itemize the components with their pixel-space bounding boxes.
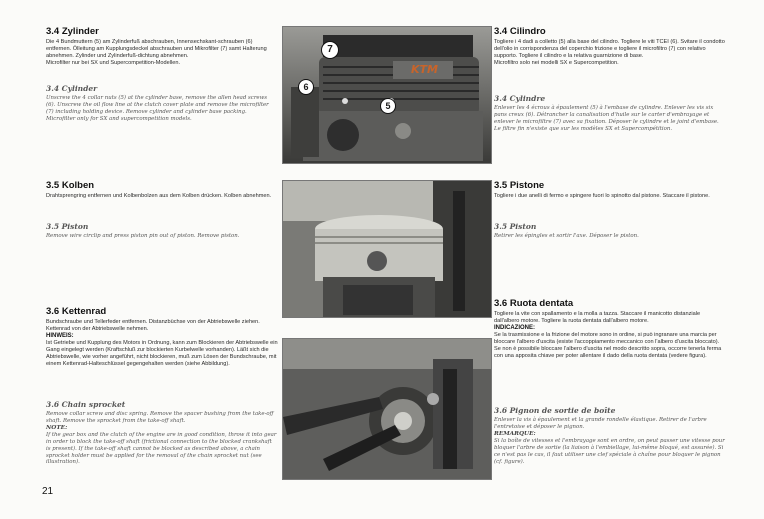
note-text-it: Microfiltro solo nei modelli SX e Supercompetition. (494, 60, 619, 66)
section-title-it: 3.4 Cilindro (494, 26, 546, 37)
note-text-en: Microfilter only for SX and supercompetition models. (46, 115, 192, 122)
section-title-en: 3.4 Cylinder (46, 84, 98, 93)
body-text-it: Togliere la vite con spallamento e la molla a tazza. Staccare il manicotto distanziale dall'albero motore. Togliere la ruota dentata dall'albero motore. (494, 311, 701, 324)
section-kolben-en (46, 222, 278, 240)
body-text-de: Bundschraube und Tellerfeder entfernen. Distanzbüchse von der Abtriebswelle ziehen. Kettenrad von der Abtriebswelle nehmen. (46, 319, 260, 332)
section-kettenrad-it (494, 298, 726, 360)
section-zylinder-en (46, 84, 278, 123)
cylinder-photo (282, 26, 492, 164)
section-title-de: 3.6 Kettenrad (46, 306, 107, 317)
body-text-fr: Enlever la vis à épaulement et la grande rondelle élastique. Retirer de l'arbre l'entretoise et déposer le pignon. (494, 417, 707, 430)
section-title-de: 3.5 Kolben (46, 180, 95, 191)
note-text-en: If the gear box and the clutch of the engine are in good condition, throw it into gear in order to block the take-off shaft (frictional connection to the blocked crankshaft is present). If the take-off shaft cannot be blocked as described above, a chain sprocket holder must be applied for the removal of the chain sprocket nut (see illustration). (46, 431, 277, 466)
section-title-fr: 3.6 Pignon de sortie de boîte (494, 406, 616, 415)
section-title-it: 3.5 Pistone (494, 180, 545, 191)
body-text-de: Drahtsprengring entfernen und Kolbenbolzen aus dem Kolben drücken. Kolben abnehmen. (46, 193, 272, 199)
body-text-fr: Enlever les 4 écrous à épaulement (5) à l'embase de cylindre. Enlever les vis six pans creux (6). Détrancher la canalisation d'huile sur le carter d'embrayage et enlever le microfiltre (7) avec sa fixation. Déposer le cylindre et le joint d'embase. (494, 105, 719, 125)
body-text-en: Unscrew the 4 collar nuts (5) at the cylinder base, remove the allen head screws (6). Unscrew the oil flow line at the clutch cover plate and remove the microfilter (7) including holding device. Remove cylinder and cylinder base packing. (46, 95, 269, 115)
section-zylinder-fr (494, 94, 726, 133)
section-kettenrad-fr (494, 406, 726, 465)
section-zylinder-it (494, 26, 726, 67)
note-text-it: Se la trasmissione e la frizione del motore sono in ordine, si può ingranare una marcia per bloccare l'albero d'uscita (esiste l'accoppiamento meccanico con l'albero d'uscita bloccato). Se non è possibile bloccare l'albero d'uscita nel modo descritto sopra, occorre tenerla ferma con una apposita chiave per poter allentare il dado della ruota dentata (vedere figura). (494, 332, 722, 359)
section-kolben-fr (494, 222, 726, 240)
note-text-de: Microfilter nur bei SX und Supercompetition-Modellen. (46, 60, 181, 66)
callout-7: 7 (321, 41, 339, 59)
brand-logo: KTM (411, 63, 438, 76)
sprocket-photo (282, 338, 492, 480)
section-title-fr: 3.4 Cylindre (494, 94, 546, 103)
hint-text-de: Ist Getriebe und Kupplung des Motors in Ordnung, kann zum Blockieren der Abtriebswelle ein Gang eingelegt werden (Kraftschluß zur blockierten Kurbelwelle vorhanden). Läßt sich die Abtriebswelle, wie vorher angeführt, nicht blockieren, muß zum Lösen der Bundschraube, mit einem Kettenrad-Halteschlüssel gegengehalten werden (siehe Abbildung). (46, 340, 278, 367)
callout-5: 5 (380, 98, 396, 114)
section-kolben-de (46, 180, 278, 200)
note-label-en: NOTE: (46, 424, 68, 431)
section-title-it: 3.6 Ruota dentata (494, 298, 574, 309)
section-kolben-it (494, 180, 726, 200)
section-title-en: 3.5 Piston (46, 222, 89, 231)
callout-6: 6 (298, 79, 314, 95)
note-text-fr: Si la boîte de vitesses et l'embrayage sont en ordre, on peut passer une vitesse pour bloquer l'arbre de sortie (la liaison à l'embiellage, lui-même bloqué, est assurée). Si ce n'est pas le cas, il faut utiliser une clef spéciale à chaîne pour bloquer le pignon (cf. figure). (494, 437, 725, 465)
section-title-de: 3.4 Zylinder (46, 26, 99, 37)
body-text-fr: Retirer les épingles et sortir l'axe. Déposer le piston. (494, 233, 639, 239)
piston-photo (282, 180, 492, 318)
body-text-en: Remove collar screw and disc spring. Remove the spacer bushing from the take-off shaft. Remove the sprocket from the take-off shaft. (46, 411, 274, 424)
section-kettenrad-en (46, 400, 278, 466)
section-kettenrad-de (46, 306, 278, 368)
body-text-de: Die 4 Bundmuttern (5) am Zylinderfuß abschrauben, Innensechskant-schrauben (6) entfernen. Ölleitung am Kupplungsdeckel abschrauben und Mikrofilter (7) samt Halterung abnehmen. Zylinder und Zylinderfuß-dichtung abnehmen. (46, 39, 267, 59)
note-label-it: INDICAZIONE: (494, 325, 535, 331)
note-label-fr: REMARQUE: (494, 430, 536, 437)
body-text-it: Togliere i due anelli di fermo e spingere fuori lo spinotto dal pistone. Staccare il pistone. (494, 193, 710, 199)
note-text-fr: Le filtre fin n'existe que sur les modèles SX et Supercompétition. (494, 125, 673, 132)
body-text-en: Remove wire circlip and press piston pin out of piston. Remove piston. (46, 233, 240, 239)
section-title-en: 3.6 Chain sprocket (46, 400, 126, 409)
body-text-it: Togliere i 4 dadi a colletto (5) alla base del cilindro. Togliere le viti TCEI (6). Svitare il condotto dell'olio in corrispondenza del coperchio frizione e togliere il microfiltro (7) con relativo supporto. Togliere il cilindro e la relativa guarnizione di base. (494, 39, 725, 59)
hint-label-de: HINWEIS: (46, 333, 74, 339)
page-number: 21 (42, 486, 54, 497)
section-zylinder-de (46, 26, 278, 67)
section-title-fr: 3.5 Piston (494, 222, 537, 231)
